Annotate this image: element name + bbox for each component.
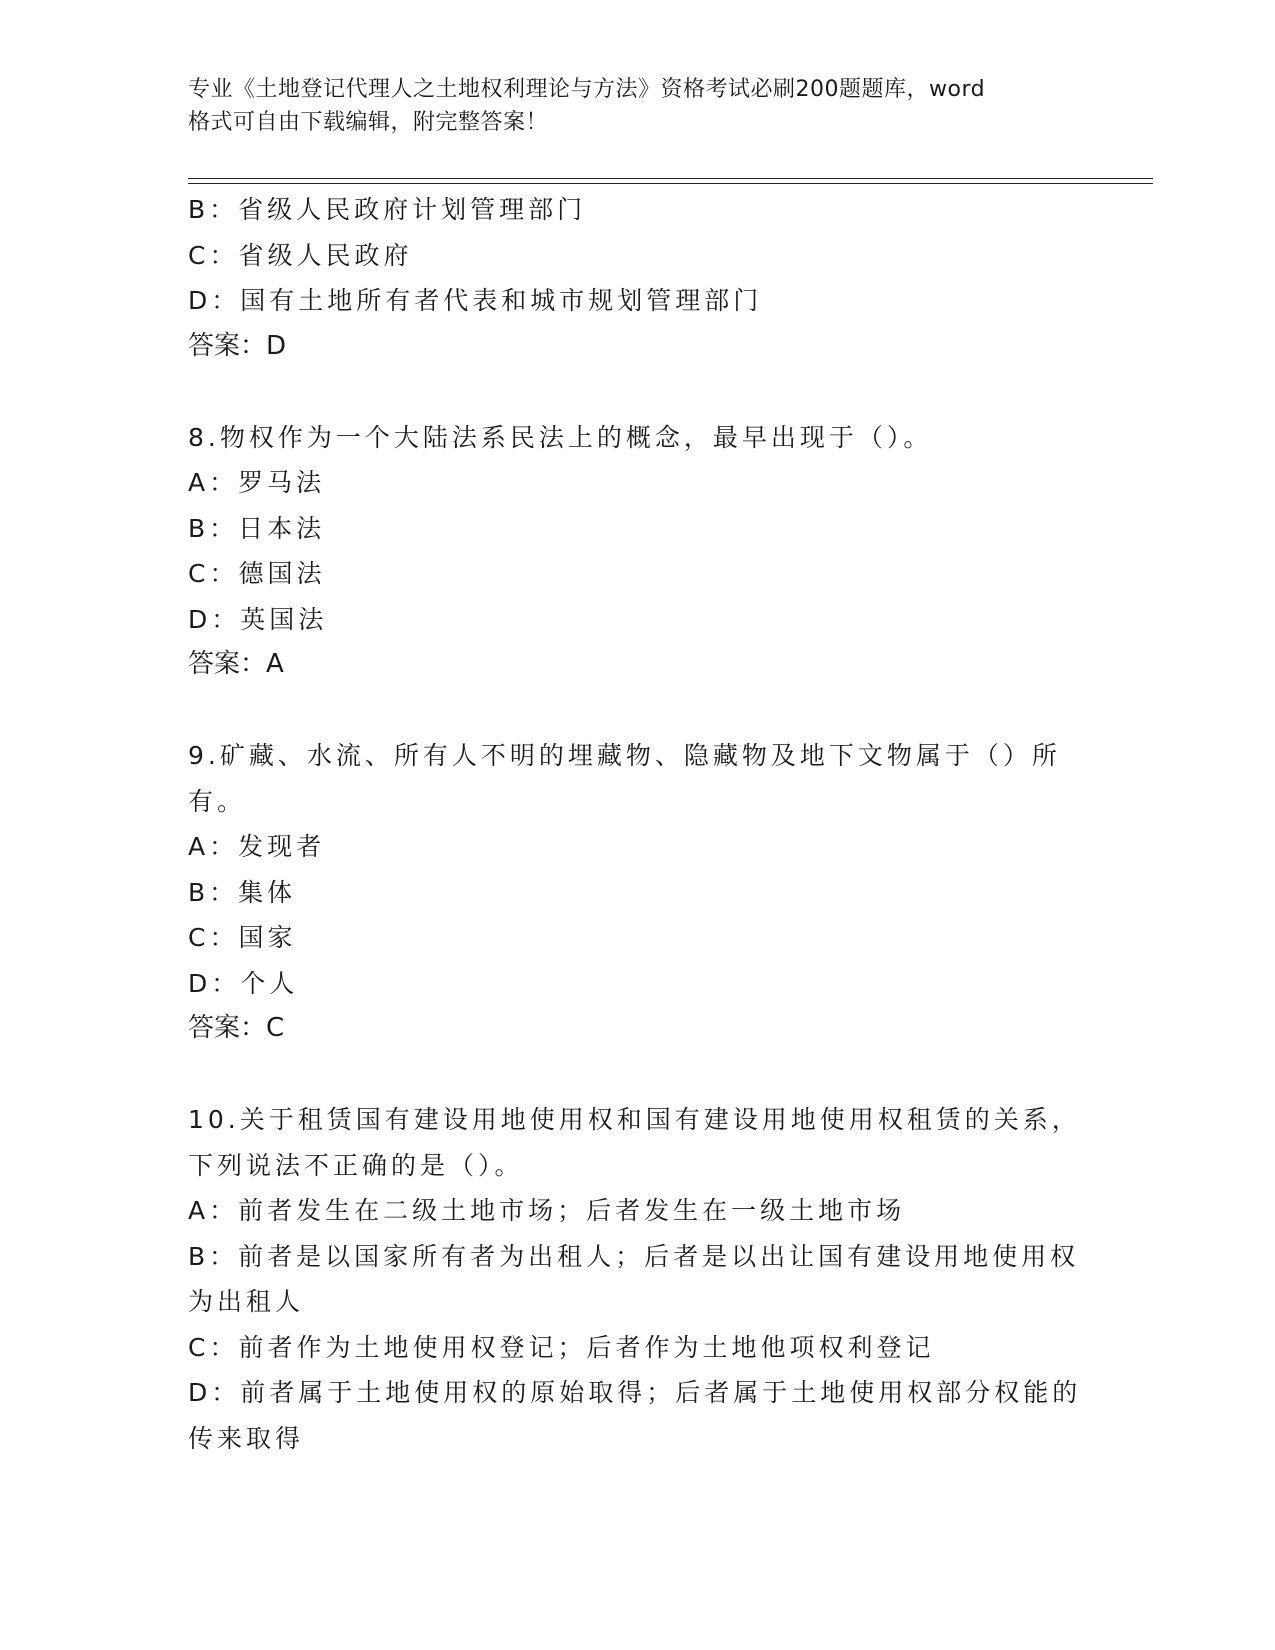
header-rule-top: [188, 178, 1153, 179]
header-rule-bottom: [188, 183, 1153, 184]
q9-option-c: C：国家: [188, 923, 297, 952]
q7-option-c: C：省级人民政府: [188, 240, 413, 270]
q8-option-d: D：英国法: [188, 604, 328, 634]
question-9: [188, 733, 1088, 1052]
spacer: [188, 369, 1088, 415]
header-line-2: 格式可自由下载编辑，附完整答案！: [188, 110, 549, 135]
q8-option-b: B：日本法: [188, 513, 326, 543]
spacer: [188, 688, 1088, 734]
question-8: [188, 415, 1088, 688]
q7-option-d: D：国有土地所有者代表和城市规划管理部门: [188, 286, 763, 315]
q8-answer: 答案：A: [188, 649, 284, 679]
q7-option-b: B：省级人民政府计划管理部门: [188, 195, 587, 224]
q10-option-b-line-2: 为出租人: [188, 1287, 305, 1316]
q9-answer: 答案：C: [188, 1013, 285, 1043]
q9-option-d: D：个人: [188, 968, 299, 998]
question-10: [188, 1097, 1088, 1461]
header-line-1: 专业《土地登记代理人之土地权利理论与方法》资格考试必刷200题题库，word: [188, 77, 986, 102]
q8-stem: 8.物权作为一个大陆法系民法上的概念，最早出现于（）。: [188, 422, 933, 452]
q10-option-a: A：前者发生在二级土地市场；后者发生在一级土地市场: [188, 1196, 906, 1225]
q10-option-d-line-2: 传来取得: [188, 1423, 305, 1453]
document-header: [188, 73, 1068, 139]
question-7: [188, 187, 1088, 369]
q7-answer: 答案：D: [188, 330, 287, 361]
spacer: [188, 1052, 1088, 1098]
q10-option-b-line-1: B：前者是以国家所有者为出租人；后者是以出让国有建设用地使用权: [188, 1241, 1080, 1271]
q10-stem-line-1: 10.关于租赁国有建设用地使用权和国有建设用地使用权租赁的关系，: [188, 1105, 1081, 1134]
q8-option-c: C：德国法: [188, 559, 326, 588]
q9-stem-line-2: 有。: [188, 786, 247, 816]
q10-option-c: C：前者作为土地使用权登记；后者作为土地他项权利登记: [188, 1332, 935, 1362]
q8-option-a: A：罗马法: [188, 468, 326, 497]
q10-option-d-line-1: D：前者属于土地使用权的原始取得；后者属于土地使用权部分权能的: [188, 1378, 1082, 1407]
question-content: [188, 187, 1088, 1461]
q9-stem-line-1: 9.矿藏、水流、所有人不明的埋藏物、隐藏物及地下文物属于（）所: [188, 741, 1061, 770]
q9-option-a: A：发现者: [188, 832, 326, 861]
q9-option-b: B：集体: [188, 877, 297, 907]
q10-stem-line-2: 下列说法不正确的是（）。: [188, 1150, 524, 1180]
